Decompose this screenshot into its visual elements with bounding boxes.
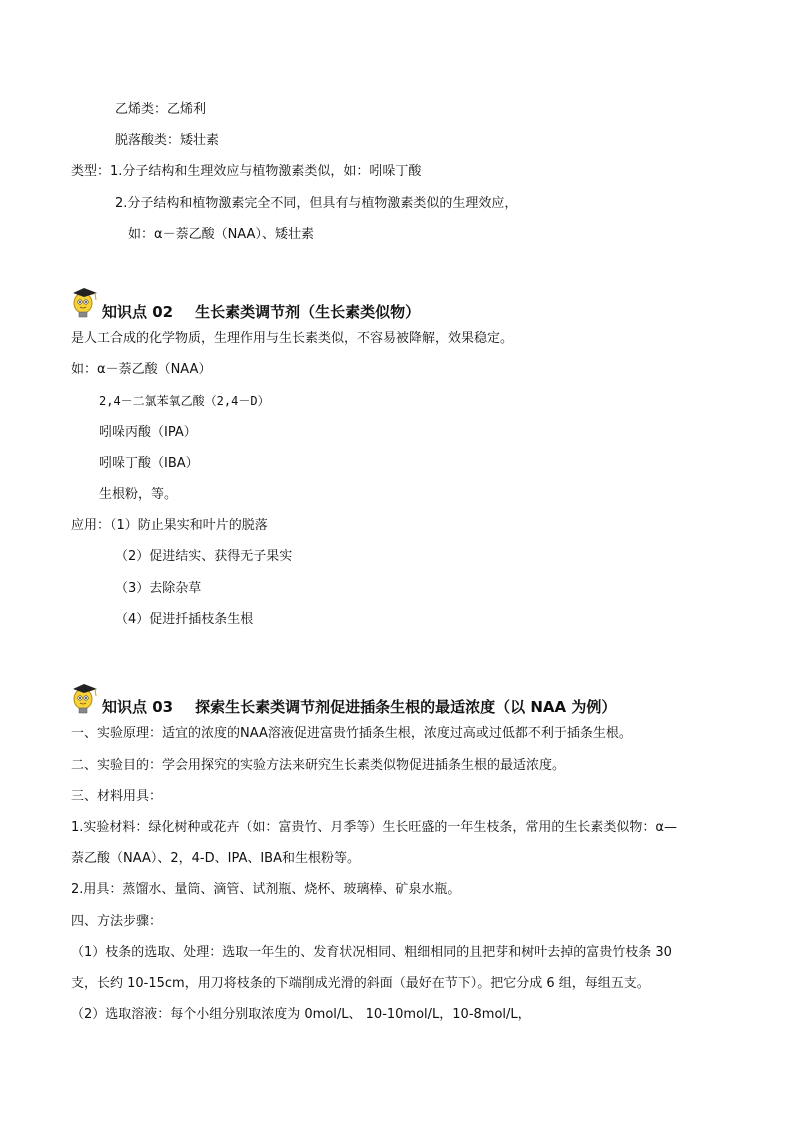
section3-materials-2: 2.用具：蒸馏水、量筒、滴管、试剂瓶、烧杯、玻璃棒、矿泉水瓶。 <box>71 882 461 897</box>
intro-types-2-example: 如：α－萘乙酸（NAA）、矮壮素 <box>128 227 314 242</box>
section2-example-2: 吲哚丙酸（IPA） <box>99 425 197 440</box>
section2-example-3: 吲哚丁酸（IBA） <box>99 456 199 471</box>
section2-app-3: （3）去除杂草 <box>115 581 202 596</box>
section3-number: 知识点 03 <box>102 698 174 716</box>
intro-types-2: 2.分子结构和植物激素完全不同，但具有与植物激素类似的生理效应， <box>115 196 518 211</box>
section3-materials-1a: 1.实验材料：绿化树种或花卉（如：富贵竹、月季等）生长旺盛的一年生枝条，常用的生长素类似物：α— <box>71 820 677 835</box>
section3-heading <box>102 696 616 718</box>
section2-number: 知识点 02 <box>102 303 174 321</box>
intro-ethylene: 乙烯类：乙烯利 <box>115 102 207 117</box>
section3-step1b: 支，长约 10-15cm，用刀将枝条的下端削成光滑的斜面（最好在节下）。把它分成 6 组，每组五支。 <box>71 976 650 991</box>
section2-example-1: 2,4－二氯苯氧乙酸（2,4－D） <box>99 394 270 408</box>
section3-materials-head: 三、材料用具： <box>71 789 163 804</box>
section2-desc: 是人工合成的化学物质，生理作用与生长素类似，不容易被降解，效果稳定。 <box>71 331 514 346</box>
intro-aba: 脱落酸类：矮壮素 <box>115 133 220 148</box>
section3-title: 探索生长素类调节剂促进插条生根的最适浓度（以 NAA 为例） <box>195 698 617 716</box>
section3-step1a: （1）枝条的选取、处理：选取一年生的、发育状况相同、粗细相同的且把芽和树叶去掉的富贵竹枝条 30 <box>71 945 672 960</box>
section2-title: 生长素类调节剂（生长素类似物） <box>195 303 421 321</box>
section3-step2: （2）选取溶液：每个小组分别取浓度为 0mol/L、 10-10mol/L，10-8mol/L， <box>71 1007 531 1022</box>
graduate-lightbulb-icon <box>70 282 100 320</box>
section3-purpose: 二、实验目的：学会用探究的实验方法来研究生长素类似物促进插条生根的最适浓度。 <box>71 758 566 773</box>
section2-heading <box>102 301 420 323</box>
section2-example-4: 生根粉，等。 <box>99 487 178 502</box>
section2-app-4: （4）促进扦插枝条生根 <box>115 612 254 627</box>
section3-materials-1b: 萘乙酸（NAA）、2，4-D、IPA、IBA和生根粉等。 <box>71 851 360 866</box>
section2-apps-label: 应用：（1）防止果实和叶片的脱落 <box>71 518 268 533</box>
intro-types: 类型：1.分子结构和生理效应与植物激素类似，如：吲哚丁酸 <box>71 164 422 179</box>
section3-steps-head: 四、方法步骤： <box>71 914 163 929</box>
graduate-lightbulb-icon <box>70 678 100 716</box>
section2-example-label: 如：α－萘乙酸（NAA） <box>71 362 212 377</box>
section2-app-2: （2）促进结实、获得无子果实 <box>115 549 293 564</box>
section3-principle: 一、实验原理：适宜的浓度的NAA溶液促进富贵竹插条生根，浓度过高或过低都不利于插条生根。 <box>71 726 632 741</box>
